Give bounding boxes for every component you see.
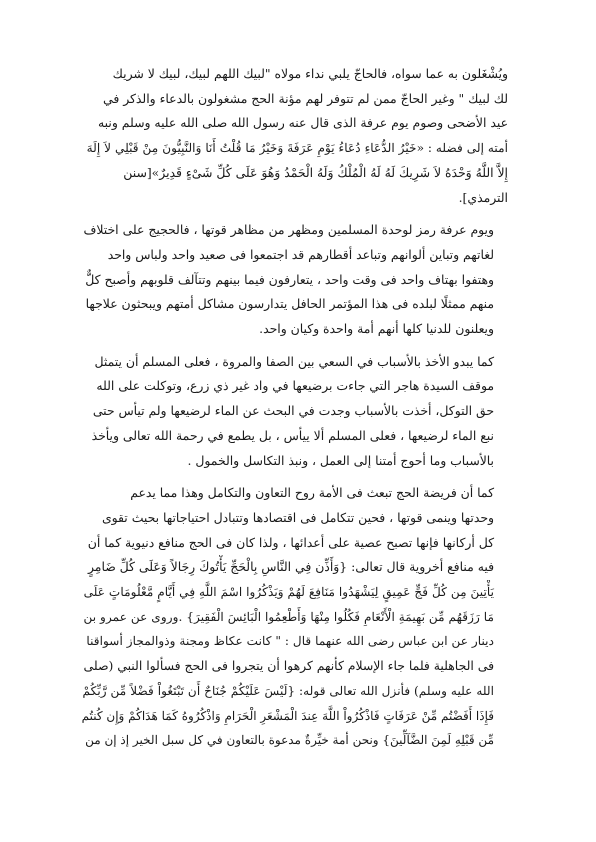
text-line: إِلاَّ اللَّهُ وَحْدَهُ لاَ شَرِيكَ لَهُ لَهُ الْمُلْكُ وَلَهُ الْحَمْدُ وَهُوَ عَلَى كُلِّ شَىْءٍ قَدِيرٌ»[سنن (123, 164, 508, 180)
text-line: نبع الماء لرضيعها ، فعلى المسلم ألا ييأس ، بل يطمع في رحمة الله تعالى ويأخذ (91, 427, 494, 443)
text-line: لك لبيك " وغير الحاجّ ممن لم تتوفر لهم مؤنة الحج مشغولون بالدعاء والذكر في (103, 90, 508, 106)
text-line: كما أن فريضة الحج تبعث فى الأمة روح التعاون والتكامل وهذا مما يدعم (130, 485, 494, 501)
text-line: يَأْتِينَ مِن كُلِّ فَجٍّ عَمِيقٍ لِيَشْهَدُوا مَنَافِعَ لَهُمْ وَيَذْكُرُوا اسْمَ اللَّهِ فِي أَيَّامٍ مَّعْلُومَاتٍ عَلَى (83, 585, 494, 600)
paragraph-cooperation (82, 481, 508, 753)
text-line: الله عليه وسلم) فأنزل الله تعالى قوله: {لَيْسَ عَلَيْكُمْ جُنَاحٌ أَن تَبْتَغُواْ فَضْلاً مِّن رَّبِّكُمْ (82, 683, 494, 698)
text-line: حق التوكل، أخذت بالأسباب وجدت في البحث عن الماء لرضيعها ولم تيأس حتى (92, 403, 494, 419)
paragraph-arafah-unity (82, 218, 508, 342)
body-text (82, 62, 508, 753)
text-line: ويوم عرفة رمز لوحدة المسلمين ومظهر من مظاهر قوتها ، فالحجيج على اختلاف (83, 222, 494, 238)
text-line: مِّن قَبْلِهِ لَمِنَ الضَّآلِّينَ} ونحن أمة خيِّرةٌ مدعوة بالتعاون في كل سبل الخير إذ إن من (85, 733, 494, 748)
paragraph-talbiya (82, 62, 508, 210)
text-line: بالأسباب وما أحوج أمتنا إلى العمل ، ونبذ التكاسل والخمول . (187, 452, 494, 468)
text-line: أمته إلى فضله : «خَيْرُ الدُّعَاءِ دُعَاءُ يَوْمِ عَرَفَةَ وَخَيْرُ مَا قُلْتُ أَنَا وَالنَّبِيُّونَ مِنْ قَبْلِي لاَ إِلَهَ (86, 141, 508, 156)
text-line: عيد الأضحى وصوم يوم عرفة الذى قال عنه رسول الله صلى الله عليه وسلم ونبه (98, 115, 508, 131)
text-line: كل أركانها فإنها تصبح عصية على أعدائها ، ولذا كان فى الحج منافع دنيوية كما أن (87, 534, 494, 550)
text-line: الترمذي]. (458, 189, 508, 205)
text-line: موقف السيدة هاجر التي جاءت برضيعها في واد غير ذي زرع، وتوكلت على الله (96, 378, 494, 394)
text-line: فَإِذَا أَفَضْتُم مِّنْ عَرَفَاتٍ فَاذْكُرُواْ اللَّهَ عِندَ الْمَشْعَرِ الْحَرَامِ وَاذْكُرُوهُ كَمَا هَدَاكُمْ وَإِن كُنتُم (82, 708, 494, 723)
text-line: لغاتهم وتباين ألوانهم وتباعد أقطارهم قد اجتمعوا فى صعيد واحد ولباس واحد (107, 246, 494, 262)
text-line: وحدتها وينمى قوتها ، فحين تتكامل فى اقتصادها وتتبادل احتياجاتها بحيث تقوى (101, 509, 494, 525)
text-line: ويُشْغَلون به عما سواه، فالحاجّ يلبي نداء مولاه "لبيك اللهم لبيك، لبيك لا شريك (112, 66, 508, 81)
text-line: ويعلنون للدنيا كلها أنهم أمة واحدة وكيان واحد. (259, 321, 494, 337)
text-line: فى الجاهلية فلما جاء الإسلام كأنهم كرهوا أن يتجروا فى الحج فسألوا النبي (صلى (83, 658, 494, 674)
text-line: فيه منافع أخروية قال تعالى: {وَأَذِّن فِي النَّاسِ بِالْحَجِّ يَأْتُوكَ رِجَالاً وَعَلَى كُلِّ ضَامِرٍ (87, 559, 494, 575)
paragraph-safa-marwa (82, 350, 508, 474)
text-line: دينار عن ابن عباس رضى الله عنهما قال : " كانت عكاظ ومجنة وذوالمجاز أسواقنا (86, 634, 494, 649)
text-line: وهتفوا بهتاف واحد فى وقت واحد ، يتعارفون فيما بينهم وتتآلف قلوبهم وأصبح كلٌّ (85, 271, 494, 287)
text-line: منهم ممثلًا لبلده فى هذا المؤتمر الحافل يتدارسون مشاكل أمتهم ويبحثون علاجها (85, 296, 494, 312)
text-line: مَا رَزَقَهُم مِّن بَهِيمَةِ الْأَنْعَامِ فَكُلُوا مِنْهَا وَأَطْعِمُوا الْبَائِسَ الْفَقِيرَ} .وروى عن عمرو بن (83, 609, 494, 624)
text-line: كما يبدو الأخذ بالأسباب في السعي بين الصفا والمروة ، فعلى المسلم أن يتمثل (94, 353, 494, 369)
